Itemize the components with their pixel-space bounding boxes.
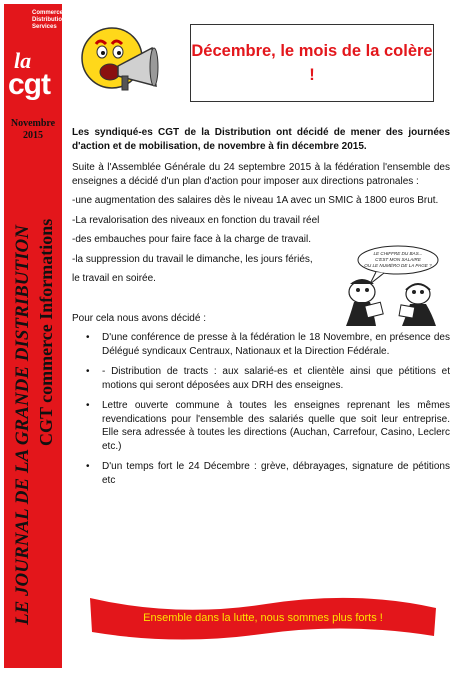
logo-main-text: cgt	[8, 68, 50, 101]
intro-paragraph: Suite à l'Assemblée Générale du 24 septembre 2015 à la fédération l'ensemble des enseignes a décidé d'un plan d'action pour imposer aux directions patronales :	[72, 162, 450, 187]
action-text: - Distribution de tracts : aux salarié-es et clientèle ainsi que pétitions et motions qui seront déposées aux DRH des enseignes.	[102, 366, 450, 391]
demand-item: -La revalorisation des niveaux en fonction du travail réel	[72, 214, 320, 226]
bullet-icon: •	[86, 332, 90, 343]
action-list	[72, 331, 450, 487]
vertical-title-block	[4, 182, 62, 668]
journal-subtitle-part: CGT commerce	[36, 323, 56, 446]
action-item	[72, 331, 450, 358]
bullet-icon: •	[86, 366, 90, 377]
lead-paragraph: Les syndiqué-es CGT de la Distribution ont décidé de mener des journées d'action et de mobilisation, de novembre à fin décembre 2015.	[72, 127, 450, 152]
journal-subtitle-part: Informations	[36, 218, 56, 320]
action-text: Lettre ouverte commune à toutes les enseignes reprenant les mêmes revendications pour l'ensemble des salariés quelle que soit leur entreprise. Elle sera adressée à toutes les directions (Auchan, Carrefour, Casino, Leclerc etc.)	[102, 400, 450, 452]
bubble-line: OU LE NUMÉRO DE LA PAGE ?	[364, 263, 432, 268]
sidebar	[4, 4, 66, 668]
issue-year: 2015	[23, 130, 43, 141]
cartoon-illustration	[336, 244, 442, 328]
slogan-text: Ensemble dans la lutte, nous sommes plus forts !	[143, 612, 383, 624]
headline-title: Décembre, le mois de la colère !	[191, 42, 433, 84]
bubble-line: C'EST MON SALAIRE	[375, 257, 421, 262]
action-text: D'un temps fort le 24 Décembre : grève, débrayages, signature de pétitions etc	[102, 461, 450, 486]
brand-line: Distribution	[32, 17, 66, 23]
megaphone-icon	[78, 14, 162, 98]
demand-item: le travail en soirée.	[72, 273, 156, 284]
journal-title-vertical: LE JOURNAL DE LA GRANDE DISTRIBUTION	[12, 225, 33, 625]
issue-month: Novembre	[10, 118, 56, 129]
logo-small-text: la	[14, 48, 32, 73]
bullet-icon: •	[86, 400, 90, 411]
brand-line: Commerce	[32, 10, 64, 16]
bubble-line: LE CHIFFRE DU BAS...	[373, 251, 423, 256]
demand-item: -la suppression du travail le dimanche, les jours fériés,	[72, 253, 313, 265]
journal-subtitle-vertical	[36, 182, 60, 482]
action-text: D'une conférence de presse à la fédération le 18 Novembre, en présence des Délégué syndicaux Centraux, Nationaux et la Direction Fédérale.	[102, 332, 450, 357]
action-item	[72, 365, 450, 392]
demand-item: -une augmentation des salaires dès le niveau 1A avec un SMIC à 1800 euros Brut.	[72, 195, 439, 206]
demand-item: -des embauches pour faire face à la charge de travail.	[72, 234, 312, 245]
brand-line: Services	[32, 24, 57, 30]
issue-date	[6, 118, 60, 142]
decision-intro: Pour cela nous avons décidé :	[72, 312, 206, 324]
headline-box	[190, 24, 434, 102]
action-item	[72, 399, 450, 453]
brand-lines	[32, 10, 66, 31]
action-item	[72, 460, 450, 487]
bullet-icon: •	[86, 461, 90, 472]
